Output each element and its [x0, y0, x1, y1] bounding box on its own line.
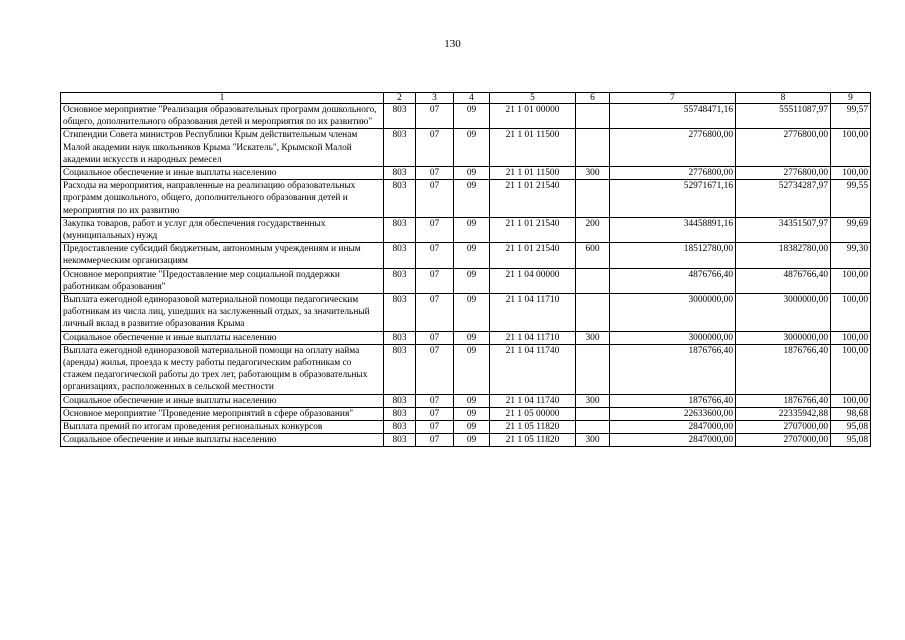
- cell-section-code: 07: [416, 294, 454, 332]
- cell-execution-percent: 100,00: [831, 331, 871, 344]
- cell-subsection-code: 09: [454, 104, 490, 129]
- cell-execution-percent: 100,00: [831, 167, 871, 180]
- cell-subsection-code: 09: [454, 407, 490, 420]
- cell-subsection-code: 09: [454, 331, 490, 344]
- cell-actual-amount: 2776800,00: [736, 129, 831, 167]
- column-header: 5: [490, 93, 576, 104]
- cell-expense-type: [576, 268, 610, 293]
- cell-ministry-code: 803: [384, 268, 416, 293]
- cell-planned-amount: 1876766,40: [610, 344, 736, 394]
- cell-name: Социальное обеспечение и иные выплаты населению: [61, 331, 384, 344]
- cell-expense-type: 600: [576, 243, 610, 268]
- table-row: [61, 104, 871, 129]
- cell-execution-percent: 98,68: [831, 407, 871, 420]
- cell-expense-type: 300: [576, 167, 610, 180]
- cell-section-code: 07: [416, 344, 454, 394]
- cell-planned-amount: 2776800,00: [610, 167, 736, 180]
- cell-target-article: 21 1 01 21540: [490, 180, 576, 218]
- cell-execution-percent: 99,55: [831, 180, 871, 218]
- cell-actual-amount: 34351507,97: [736, 217, 831, 242]
- cell-actual-amount: 18382780,00: [736, 243, 831, 268]
- cell-name: Расходы на мероприятия, направленные на реализацию образовательных программ дошкольного, общего, дополнительного образования детей и мероприятия по их развитию: [61, 180, 384, 218]
- cell-subsection-code: 09: [454, 180, 490, 218]
- cell-section-code: 07: [416, 180, 454, 218]
- cell-expense-type: [576, 129, 610, 167]
- column-header: 9: [831, 93, 871, 104]
- cell-subsection-code: 09: [454, 394, 490, 407]
- cell-subsection-code: 09: [454, 243, 490, 268]
- cell-target-article: 21 1 05 11820: [490, 434, 576, 447]
- table-row: [61, 129, 871, 167]
- cell-name: Закупка товаров, работ и услуг для обеспечения государственных (муниципальных) нужд: [61, 217, 384, 242]
- cell-planned-amount: 2847000,00: [610, 421, 736, 434]
- cell-ministry-code: 803: [384, 167, 416, 180]
- cell-section-code: 07: [416, 167, 454, 180]
- table-row: [61, 407, 871, 420]
- table-row: [61, 344, 871, 394]
- cell-section-code: 07: [416, 129, 454, 167]
- cell-planned-amount: 52971671,16: [610, 180, 736, 218]
- cell-section-code: 07: [416, 331, 454, 344]
- column-header: 1: [61, 93, 384, 104]
- cell-target-article: 21 1 04 11710: [490, 294, 576, 332]
- cell-actual-amount: 3000000,00: [736, 331, 831, 344]
- cell-target-article: 21 1 01 11500: [490, 167, 576, 180]
- cell-name: Основное мероприятие "Реализация образовательных программ дошкольного, общего, дополнительного образования детей и мероприятия по их развитию": [61, 104, 384, 129]
- cell-expense-type: [576, 407, 610, 420]
- cell-ministry-code: 803: [384, 217, 416, 242]
- cell-execution-percent: 99,69: [831, 217, 871, 242]
- cell-expense-type: [576, 421, 610, 434]
- cell-actual-amount: 22335942,88: [736, 407, 831, 420]
- cell-name: Социальное обеспечение и иные выплаты населению: [61, 167, 384, 180]
- cell-execution-percent: 100,00: [831, 294, 871, 332]
- cell-ministry-code: 803: [384, 129, 416, 167]
- cell-subsection-code: 09: [454, 129, 490, 167]
- table-row: [61, 331, 871, 344]
- cell-ministry-code: 803: [384, 104, 416, 129]
- cell-target-article: 21 1 01 00000: [490, 104, 576, 129]
- column-header: 3: [416, 93, 454, 104]
- cell-subsection-code: 09: [454, 344, 490, 394]
- budget-table-body: [61, 93, 871, 447]
- cell-ministry-code: 803: [384, 243, 416, 268]
- table-row: [61, 243, 871, 268]
- cell-name: Выплата премий по итогам проведения региональных конкурсов: [61, 421, 384, 434]
- cell-section-code: 07: [416, 268, 454, 293]
- cell-execution-percent: 99,30: [831, 243, 871, 268]
- cell-section-code: 07: [416, 421, 454, 434]
- cell-target-article: 21 1 04 11740: [490, 344, 576, 394]
- table-row: [61, 167, 871, 180]
- cell-execution-percent: 95,08: [831, 434, 871, 447]
- cell-section-code: 07: [416, 394, 454, 407]
- table-row: [61, 434, 871, 447]
- cell-target-article: 21 1 05 00000: [490, 407, 576, 420]
- cell-planned-amount: 3000000,00: [610, 331, 736, 344]
- table-header-row: [61, 93, 871, 104]
- cell-expense-type: 300: [576, 394, 610, 407]
- cell-subsection-code: 09: [454, 268, 490, 293]
- cell-actual-amount: 2776800,00: [736, 167, 831, 180]
- cell-planned-amount: 2847000,00: [610, 434, 736, 447]
- cell-ministry-code: 803: [384, 344, 416, 394]
- cell-ministry-code: 803: [384, 421, 416, 434]
- column-header: 4: [454, 93, 490, 104]
- cell-execution-percent: 95,08: [831, 421, 871, 434]
- cell-section-code: 07: [416, 434, 454, 447]
- cell-target-article: 21 1 04 11710: [490, 331, 576, 344]
- cell-expense-type: [576, 104, 610, 129]
- cell-expense-type: 300: [576, 331, 610, 344]
- cell-planned-amount: 55748471,16: [610, 104, 736, 129]
- cell-target-article: 21 1 01 21540: [490, 217, 576, 242]
- cell-section-code: 07: [416, 407, 454, 420]
- cell-planned-amount: 4876766,40: [610, 268, 736, 293]
- cell-ministry-code: 803: [384, 407, 416, 420]
- cell-ministry-code: 803: [384, 294, 416, 332]
- table-row: [61, 268, 871, 293]
- cell-execution-percent: 100,00: [831, 129, 871, 167]
- table-row: [61, 294, 871, 332]
- cell-subsection-code: 09: [454, 294, 490, 332]
- cell-name: Основное мероприятие "Предоставление мер социальной поддержки работникам образования": [61, 268, 384, 293]
- cell-subsection-code: 09: [454, 167, 490, 180]
- cell-actual-amount: 3000000,00: [736, 294, 831, 332]
- cell-target-article: 21 1 04 11740: [490, 394, 576, 407]
- cell-actual-amount: 1876766,40: [736, 344, 831, 394]
- cell-planned-amount: 18512780,00: [610, 243, 736, 268]
- cell-expense-type: [576, 294, 610, 332]
- cell-ministry-code: 803: [384, 394, 416, 407]
- cell-planned-amount: 34458891,16: [610, 217, 736, 242]
- cell-ministry-code: 803: [384, 331, 416, 344]
- cell-actual-amount: 55511087,97: [736, 104, 831, 129]
- cell-target-article: 21 1 01 11500: [490, 129, 576, 167]
- cell-actual-amount: 52734287,97: [736, 180, 831, 218]
- table-row: [61, 217, 871, 242]
- cell-planned-amount: 3000000,00: [610, 294, 736, 332]
- cell-expense-type: 200: [576, 217, 610, 242]
- cell-planned-amount: 22633600,00: [610, 407, 736, 420]
- cell-subsection-code: 09: [454, 217, 490, 242]
- cell-planned-amount: 2776800,00: [610, 129, 736, 167]
- table-row: [61, 421, 871, 434]
- cell-name: Социальное обеспечение и иные выплаты населению: [61, 434, 384, 447]
- table-row: [61, 394, 871, 407]
- cell-name: Выплата ежегодной единоразовой материальной помощи на оплату найма (аренды) жилья, проезда к месту работы педагогическим работникам со стажем педагогической работы до трех лет, работающим в образовательных организациях, расположенных в сельской местности: [61, 344, 384, 394]
- column-header: 8: [736, 93, 831, 104]
- cell-actual-amount: 4876766,40: [736, 268, 831, 293]
- cell-expense-type: [576, 180, 610, 218]
- cell-section-code: 07: [416, 217, 454, 242]
- cell-name: Предоставление субсидий бюджетным, автономным учреждениям и иным некоммерческим организациям: [61, 243, 384, 268]
- page-number: 130: [444, 38, 461, 50]
- table-row: [61, 180, 871, 218]
- cell-execution-percent: 100,00: [831, 394, 871, 407]
- cell-execution-percent: 100,00: [831, 344, 871, 394]
- column-header: 7: [610, 93, 736, 104]
- cell-expense-type: 300: [576, 434, 610, 447]
- budget-table: [60, 92, 871, 447]
- cell-section-code: 07: [416, 104, 454, 129]
- cell-target-article: 21 1 05 11820: [490, 421, 576, 434]
- cell-target-article: 21 1 04 00000: [490, 268, 576, 293]
- column-header: 2: [384, 93, 416, 104]
- cell-target-article: 21 1 01 21540: [490, 243, 576, 268]
- column-header: 6: [576, 93, 610, 104]
- cell-name: Стипендии Совета министров Республики Крым действительным членам Малой академии наук школьников Крыма "Искатель", Крымской Малой академии искусств и народных ремесел: [61, 129, 384, 167]
- cell-name: Основное мероприятие "Проведение мероприятий в сфере образования": [61, 407, 384, 420]
- cell-ministry-code: 803: [384, 434, 416, 447]
- cell-subsection-code: 09: [454, 421, 490, 434]
- cell-ministry-code: 803: [384, 180, 416, 218]
- cell-execution-percent: 99,57: [831, 104, 871, 129]
- cell-expense-type: [576, 344, 610, 394]
- cell-actual-amount: 2707000,00: [736, 434, 831, 447]
- cell-name: Социальное обеспечение и иные выплаты населению: [61, 394, 384, 407]
- cell-actual-amount: 2707000,00: [736, 421, 831, 434]
- cell-section-code: 07: [416, 243, 454, 268]
- cell-execution-percent: 100,00: [831, 268, 871, 293]
- cell-name: Выплата ежегодной единоразовой материальной помощи педагогическим работникам из числа лиц, ушедших на заслуженный отдых, за значительный личный вклад в развитие образования Крыма: [61, 294, 384, 332]
- cell-subsection-code: 09: [454, 434, 490, 447]
- cell-planned-amount: 1876766,40: [610, 394, 736, 407]
- cell-actual-amount: 1876766,40: [736, 394, 831, 407]
